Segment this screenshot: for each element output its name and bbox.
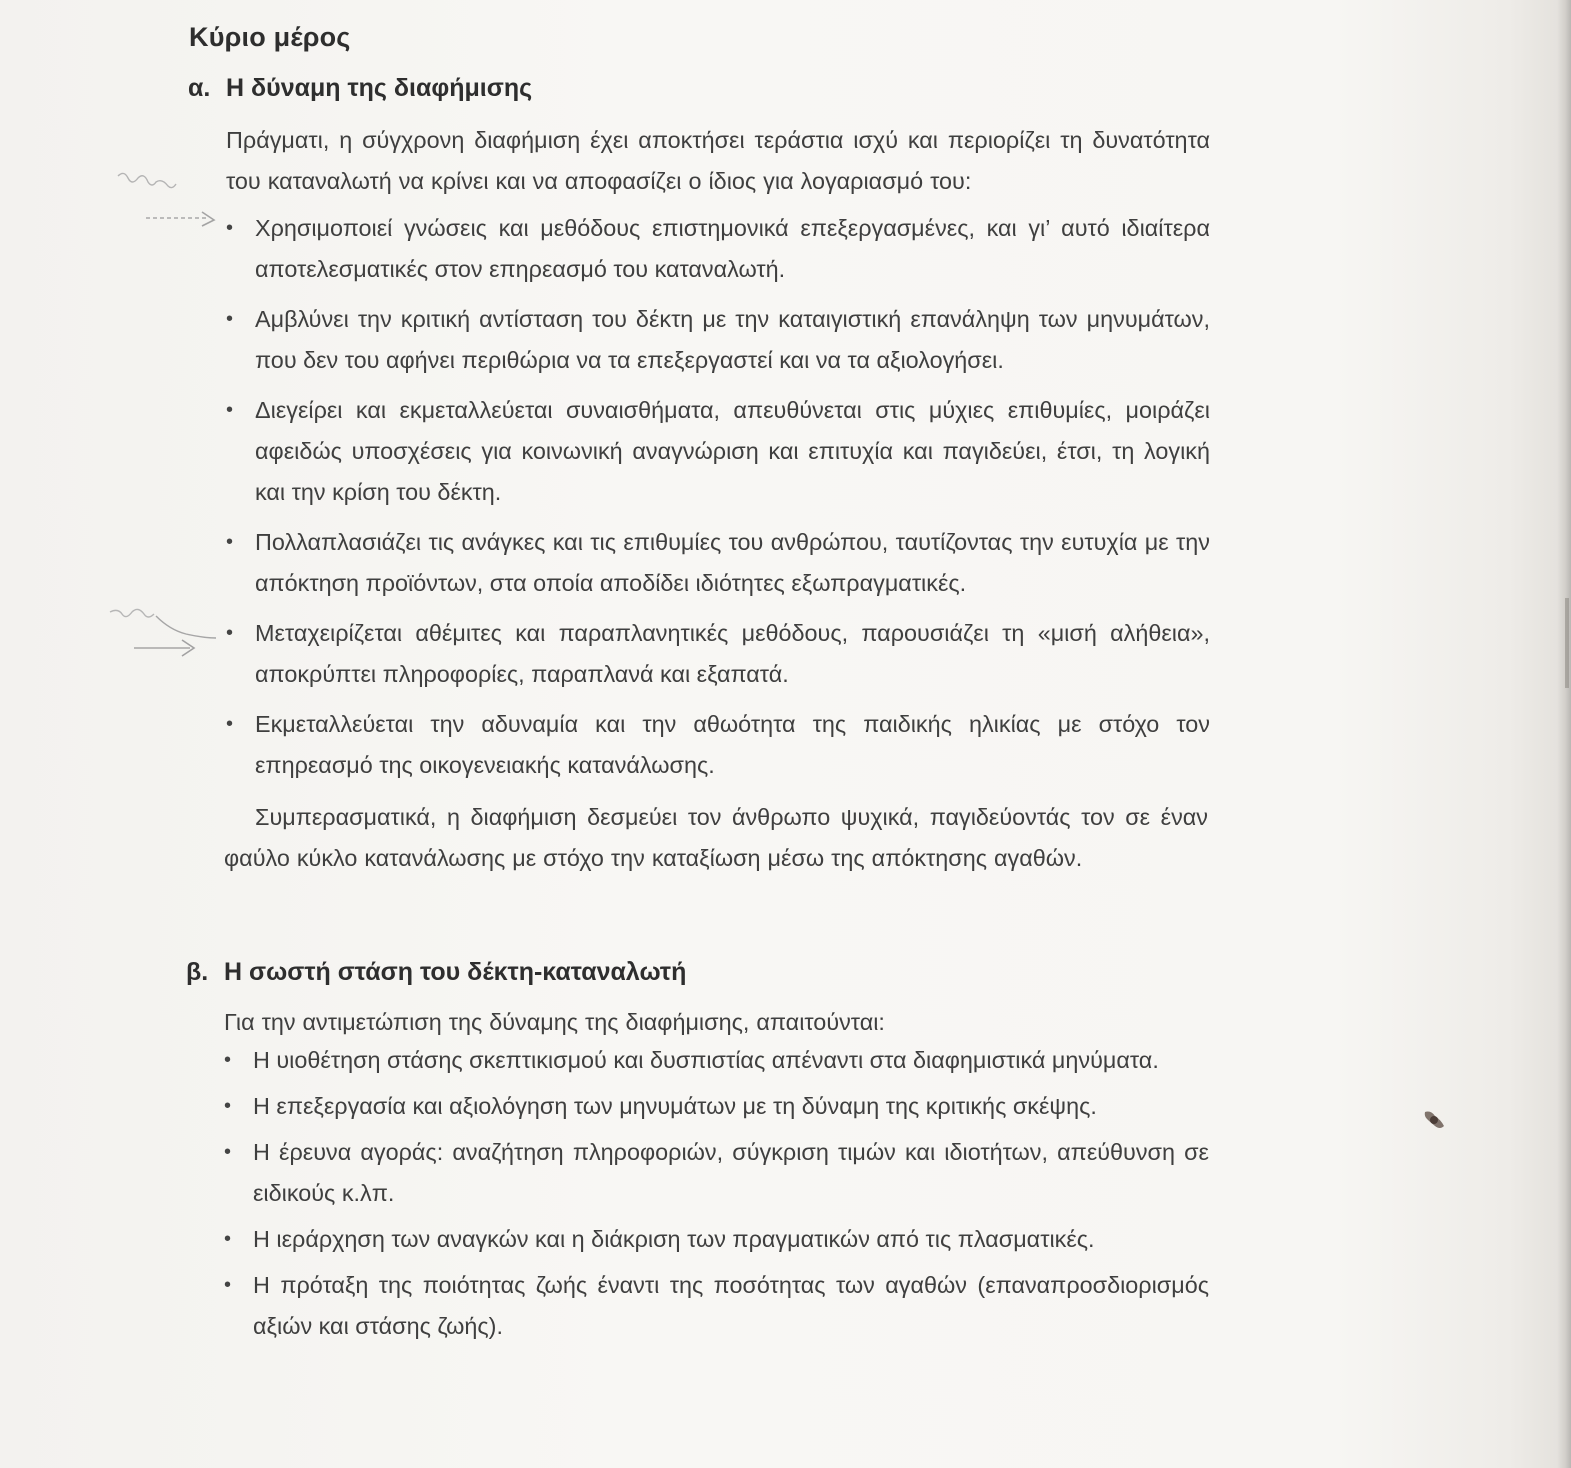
pencil-arrow-icon <box>104 604 234 666</box>
list-item <box>224 1040 1209 1081</box>
list-item <box>224 1265 1209 1347</box>
bullet-icon: • <box>224 1274 232 1296</box>
bullet-icon: • <box>226 217 234 239</box>
bullet-text: Εκμεταλλεύεται την αδυναμία και την αθωότητα της παιδικής ηλικίας με στόχο τον επηρεασμό της οικογενειακής κατανάλωσης. <box>255 711 1210 778</box>
section-b-bullet-list <box>224 1040 1209 1352</box>
section-b-intro: Για την αντιμετώπιση της δύναμης της διαφήμισης, απαιτούνται: <box>224 1009 885 1035</box>
list-item <box>226 613 1210 695</box>
bullet-icon: • <box>224 1141 232 1163</box>
section-a-heading <box>188 74 532 103</box>
bullet-icon: • <box>226 308 234 330</box>
bullet-icon: • <box>226 531 234 553</box>
section-a-heading-text: Η δύναμη της διαφήμισης <box>226 74 533 102</box>
stain-mark-icon <box>1422 1108 1446 1132</box>
bullet-text: Η επεξεργασία και αξιολόγηση των μηνυμάτων με τη δύναμη της κριτικής σκέψης. <box>253 1093 1097 1119</box>
bullet-icon: • <box>226 399 234 421</box>
section-a-letter: α. <box>188 74 211 102</box>
list-item <box>226 390 1210 513</box>
section-a-conclusion: Συμπερασματικά, η διαφήμιση δεσμεύει τον άνθρωπο ψυχικά, παγιδεύοντάς τον σε έναν φαύλο κύκλο κατανάλωσης με στόχο την καταξίωση μέσω της απόκτησης αγαθών. <box>224 804 1208 871</box>
bullet-icon: • <box>224 1049 232 1071</box>
bullet-text: Αμβλύνει την κριτική αντίσταση του δέκτη με την καταιγιστική επανάληψη των μηνυμάτων, που δεν του αφήνει περιθώρια να τα επεξεργαστεί και να τα αξιολογήσει. <box>255 306 1210 373</box>
page-edge-mark <box>1565 598 1569 688</box>
bullet-text: Διεγείρει και εκμεταλλεύεται συναισθήματα, απευθύνεται στις μύχιες επιθυμίες, μοιράζει αφειδώς υποσχέσεις για κοινωνική αναγνώριση και επιτυχία και παγιδεύει, έτσι, τη λογική και την κρίση του δέκτη. <box>255 397 1210 505</box>
list-item <box>226 522 1210 604</box>
bullet-text: Χρησιμοποιεί γνώσεις και μεθόδους επιστημονικά επεξεργασμένες, και γι’ αυτό ιδιαίτερα αποτελεσματικές στον επηρεασμό του καταναλωτή. <box>255 215 1210 282</box>
list-item <box>224 1132 1209 1214</box>
list-item <box>224 1086 1209 1127</box>
bullet-text: Η ιεράρχηση των αναγκών και η διάκριση των πραγματικών από τις πλασματικές. <box>253 1226 1095 1252</box>
section-b-letter: β. <box>186 958 209 986</box>
list-item <box>226 208 1210 290</box>
list-item <box>226 299 1210 381</box>
bullet-text: Η έρευνα αγοράς: αναζήτηση πληροφοριών, σύγκριση τιμών και ιδιοτήτων, απεύθυνση σε ειδικούς κ.λπ. <box>253 1139 1209 1206</box>
bullet-text: Η πρόταξη της ποιότητας ζωής έναντι της ποσότητας των αγαθών (επαναπροσδιορισμός αξιών και στάσης ζωής). <box>253 1272 1209 1339</box>
section-b-heading <box>186 958 686 987</box>
list-item <box>224 1219 1209 1260</box>
bullet-text: Η υιοθέτηση στάσης σκεπτικισμού και δυσπιστίας απέναντι στα διαφημιστικά μηνύματα. <box>253 1047 1159 1073</box>
section-a-intro: Πράγματι, η σύγχρονη διαφήμιση έχει αποκτήσει τεράστια ισχύ και περιορίζει τη δυνατότητα του καταναλωτή να κρίνει και να αποφασίζει ο ίδιος για λογαριασμό του: <box>226 127 1210 194</box>
section-a-bullet-list <box>226 208 1210 795</box>
page-edge-shadow <box>1557 0 1571 1468</box>
list-item <box>226 704 1210 786</box>
bullet-icon: • <box>226 713 234 735</box>
bullet-icon: • <box>224 1228 232 1250</box>
bullet-text: Μεταχειρίζεται αθέμιτες και παραπλανητικές μεθόδους, παρουσιάζει τη «μισή αλήθεια», αποκρύπτει πληροφορίες, παραπλανά και εξαπατά. <box>255 620 1210 687</box>
bullet-icon: • <box>226 622 234 644</box>
section-b-heading-text: Η σωστή στάση του δέκτη-καταναλωτή <box>224 958 687 986</box>
page-title: Κύριο μέρος <box>189 22 351 52</box>
bullet-icon: • <box>224 1095 232 1117</box>
pencil-arrow-icon <box>108 166 228 238</box>
bullet-text: Πολλαπλασιάζει τις ανάγκες και τις επιθυμίες του ανθρώπου, ταυτίζοντας την ευτυχία με την απόκτηση προϊόντων, στα οποία αποδίδει ιδιότητες εξωπραγματικές. <box>255 529 1210 596</box>
